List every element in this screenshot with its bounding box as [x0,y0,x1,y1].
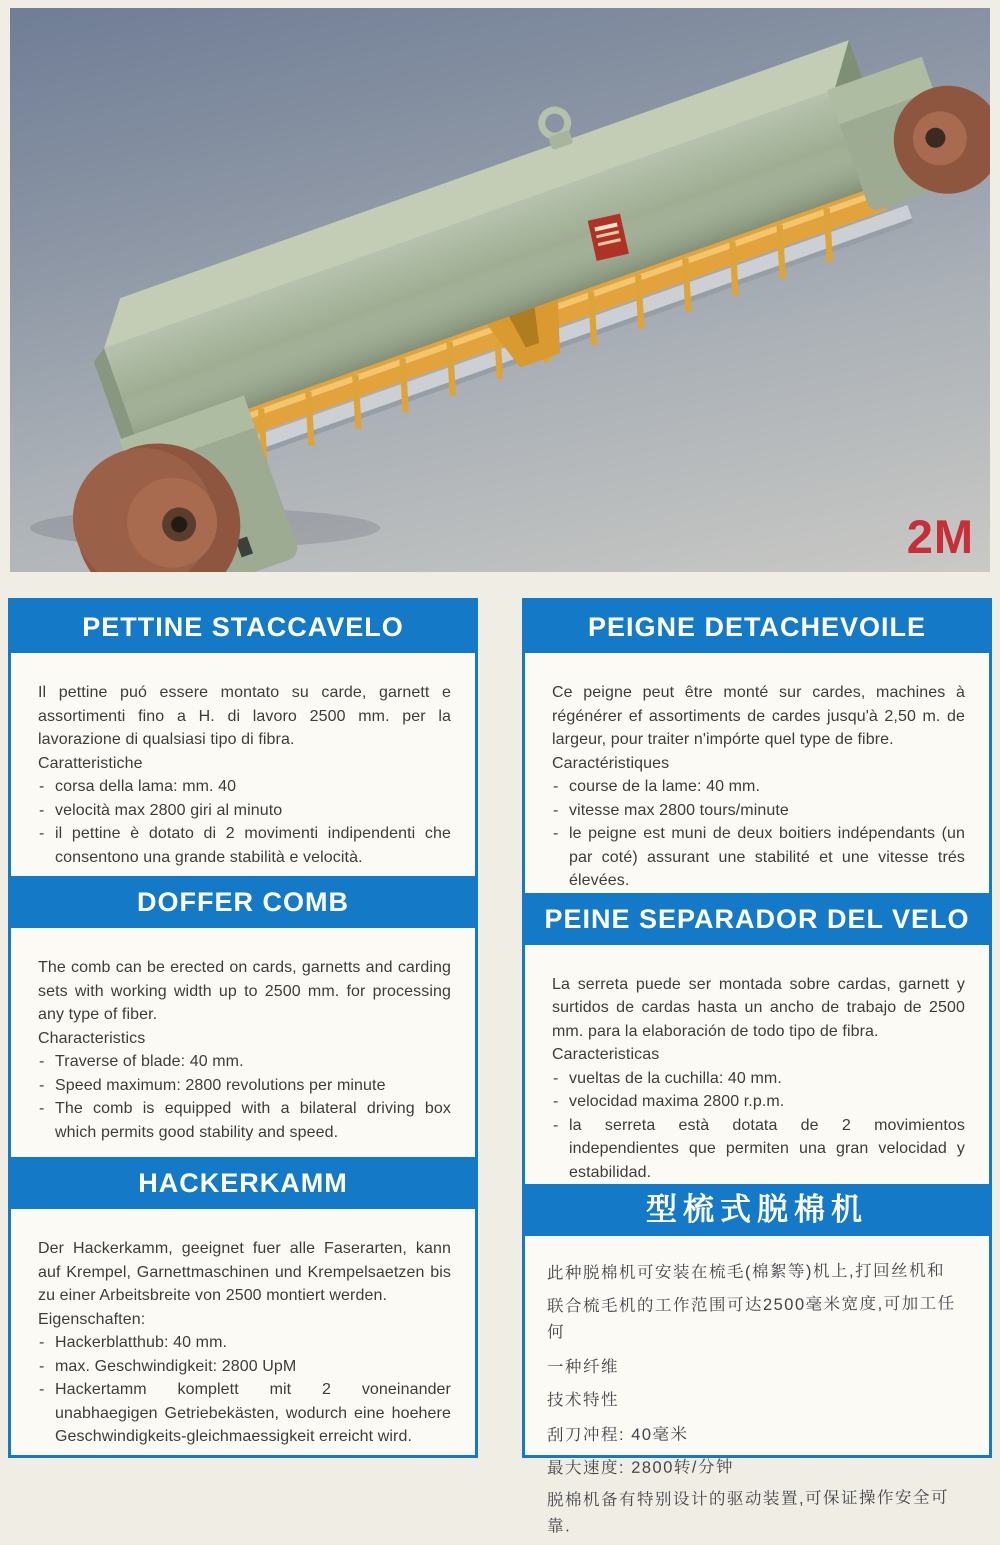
bullet-list [38,775,451,869]
panel-body-chinese [525,1236,989,1545]
characteristics-label: Caracteristicas [552,1046,660,1064]
handwritten-line: 联合梳毛机的工作范围可达2500毫米宽度,可加工任何 [546,1294,956,1341]
panel-title-chinese: 型梳式脱棉机 [525,1184,989,1236]
panel-column-left [8,598,478,1458]
bullet-list [552,775,965,893]
panel-title-german: HACKERKAMM [11,1157,475,1209]
intro-text: The comb can be erected on cards, garnetts and carding sets with working width up to 2500 mm. for processing any type of fiber. [38,959,451,1024]
bullet-item: - The comb is equipped with a bilateral driving box which permits good stability and speed. [38,1097,451,1144]
intro-text: Il pettine puó essere montato su carde, garnett e assortimenti fino a H. di lavoro 2500 mm. per la lavorazione di qualsiasi tipo di fibra. [38,684,451,749]
bullet-list [38,1331,451,1449]
panel-title-spanish: PEINE SEPARADOR DEL VELO [525,893,989,945]
bullet-item: - Traverse of blade: 40 mm. [38,1050,451,1074]
panel-column-right [522,598,992,1536]
panel-body-german [11,1209,475,1455]
bullet-item: - vitesse max 2800 tours/minute [552,799,965,823]
panel-body-english [11,928,475,1157]
intro-text: La serreta puede ser montada sobre cardas, garnett y surtidos de cardas hasta un ancho de trabajo de 2500 mm. para la elaboración de todo tipo de fibra. [552,975,965,1040]
intro-text: Ce peigne peut être monté sur cardes, machines à régénérer ef assortiments de cardes jusqu'à 2,50 m. de largeur, pour traiter n'impórte quel type de fibre. [552,684,965,749]
bullet-item: - course de la lame: 40 mm. [552,775,965,799]
bullet-list [552,1067,965,1185]
panel-title-french: PEIGNE DETACHEVOILE [525,601,989,653]
handwritten-line: 脱棉机备有特别设计的驱动装置,可保证操作安全可靠. [546,1488,950,1536]
bullet-item: - le peigne est muni de deux boitiers indépendants (un par coté) assurant une stabilité et une vitesse trés élevées. [552,822,965,893]
characteristics-label: Eigenschaften: [38,1310,146,1328]
bullet-item: - Hackertamm komplett mit 2 voneinander unabhaegigen Getriebekästen, wodurch eine hoehere Geschwindigkeits-gleichmaessigkeit erreicht wird. [38,1378,451,1449]
product-photo [10,8,990,572]
handwritten-line: 一种纤维 [546,1357,620,1377]
bullet-item: - velocidad maxima 2800 r.p.m. [552,1090,965,1114]
characteristics-label: Caractéristiques [552,754,670,772]
characteristics-label: Caratteristiche [38,754,143,772]
bullet-item: - corsa della lama: mm. 40 [38,775,451,799]
machine-illustration [10,8,990,572]
panel-body-spanish [525,945,989,1185]
panel-body-french [525,653,989,893]
bullet-item: - velocità max 2800 giri al minuto [38,799,451,823]
handwritten-line: 此种脱棉机可安装在梳毛(棉絮等)机上,打回丝机和 [546,1261,946,1283]
bullet-item: - la serreta està dotata de 2 movimientos independientes que permiten una gran velocidad y estabilidad. [552,1114,965,1185]
intro-text: Der Hackerkamm, geeignet fuer alle Faserarten, kann auf Krempel, Garnettmaschinen und Krempelsaetzen bis zu einer Arbeitsbreite von 2500 montiert werden. [38,1240,451,1305]
bullet-item: - vueltas de la cuchilla: 40 mm. [552,1067,965,1091]
brand-logo: 2M [906,510,974,563]
panel-title-italian: PETTINE STACCAVELO [11,601,475,653]
bullet-item: - Hackerblatthub: 40 mm. [38,1331,451,1355]
panel-body-italian [11,653,475,876]
bullet-list [38,1050,451,1144]
handwritten-line: 技术特性 [546,1390,620,1410]
bullet-item: - Speed maximum: 2800 revolutions per minute [38,1074,451,1098]
bullet-item: - il pettine è dotato di 2 movimenti indipendenti che consentono una grande stabilità e velocità. [38,822,451,869]
characteristics-label: Characteristics [38,1029,146,1047]
panel-title-english: DOFFER COMB [11,876,475,928]
handwritten-line: 刮刀冲程: 40毫米 [546,1425,689,1445]
handwritten-line: 最大速度: 2800转/分钟 [546,1457,735,1478]
bullet-item: - max. Geschwindigkeit: 2800 UpM [38,1355,451,1379]
